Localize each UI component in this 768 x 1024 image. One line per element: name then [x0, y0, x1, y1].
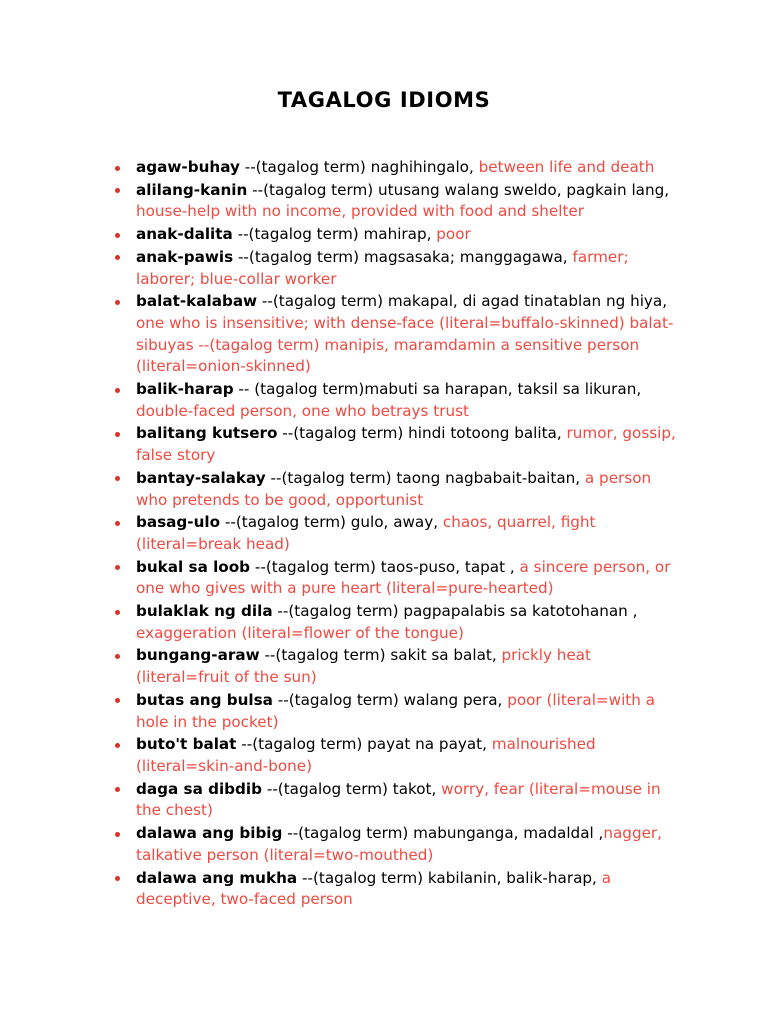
idiom-english-translation: farmer; laborer; blue-collar worker: [136, 247, 629, 288]
idiom-term: dalawa ang mukha: [136, 868, 298, 887]
bullet-icon: [115, 476, 120, 481]
list-item: [0, 224, 768, 246]
idiom-tagalog-gloss: --(tagalog term) sakit sa balat,: [259, 646, 502, 665]
idiom-tagalog-gloss: --(tagalog term) taos-puso, tapat ,: [250, 557, 520, 576]
list-item: [0, 379, 768, 422]
list-item: [0, 423, 768, 466]
list-item: [0, 734, 768, 777]
idiom-tagalog-gloss: --(tagalog term) walang pera,: [272, 690, 508, 709]
bullet-icon: [115, 432, 120, 437]
list-item: [0, 823, 768, 866]
idiom-list: [0, 112, 768, 911]
bullet-icon: [115, 610, 120, 615]
list-item: [0, 291, 768, 378]
idiom-tagalog-gloss: --(tagalog term) utusang walang sweldo, pagkain lang,: [247, 180, 670, 199]
idiom-english-translation: one who is insensitive; with dense-face (literal=buffalo-skinned) balat-sibuyas --(tagalog term) manipis, maramdamin a sensitive person (literal=onion-skinned): [136, 313, 674, 376]
idiom-tagalog-gloss: --(tagalog term) makapal, di agad tinatablan ng hiya,: [257, 292, 668, 311]
list-item: [0, 557, 768, 600]
bullet-icon: [115, 255, 120, 260]
bullet-icon: [115, 188, 120, 193]
idiom-tagalog-gloss: --(tagalog term) pagpapalabis sa katotohanan ,: [272, 602, 638, 621]
bullet-icon: [115, 521, 120, 526]
idiom-tagalog-gloss: --(tagalog term) taong nagbabait-baitan,: [265, 468, 585, 487]
idiom-term: balat-kalabaw: [136, 292, 258, 311]
idiom-english-translation: nagger, talkative person (literal=two-mouthed): [136, 824, 663, 864]
idiom-tagalog-gloss: -- (tagalog term)mabuti sa harapan, taksil sa likuran,: [233, 380, 642, 399]
idiom-tagalog-gloss: --(tagalog term) payat na payat,: [236, 735, 492, 754]
idiom-tagalog-gloss: --(tagalog term) gulo, away,: [220, 513, 443, 532]
bullet-icon: [115, 743, 120, 748]
bullet-icon: [115, 787, 120, 792]
idiom-english-translation: house-help with no income, provided with food and shelter: [136, 202, 585, 221]
bullet-icon: [115, 876, 120, 881]
bullet-icon: [115, 388, 120, 393]
bullet-icon: [115, 166, 120, 171]
idiom-english-translation: prickly heat (literal=fruit of the sun): [136, 646, 592, 687]
idiom-term: balik-harap: [136, 380, 234, 399]
idiom-term: bulaklak ng dila: [136, 602, 273, 621]
page-title: TAGALOG IDIOMS: [277, 88, 491, 112]
bullet-icon: [115, 654, 120, 659]
list-item: [0, 779, 768, 822]
idiom-tagalog-gloss: --(tagalog term) magsasaka; manggagawa,: [233, 247, 573, 266]
bullet-icon: [115, 565, 120, 570]
idiom-english-translation: exaggeration (literal=flower of the tongue): [136, 623, 464, 642]
idiom-english-translation: rumor, gossip, false story: [136, 424, 676, 465]
idiom-term: anak-dalita: [136, 225, 233, 244]
list-item: [0, 468, 768, 511]
idiom-tagalog-gloss: --(tagalog term) takot,: [262, 779, 442, 798]
idiom-term: alilang-kanin: [136, 180, 248, 199]
idiom-term: balitang kutsero: [136, 424, 278, 443]
bullet-icon: [115, 233, 120, 238]
bullet-icon: [115, 698, 120, 703]
idiom-term: butas ang bulsa: [136, 690, 273, 709]
idiom-term: bantay-salakay: [136, 468, 266, 487]
list-item: [0, 247, 768, 290]
bullet-icon: [115, 832, 120, 837]
bullet-icon: [115, 300, 120, 305]
idiom-term: agaw-buhay: [136, 158, 240, 176]
idiom-term: anak-pawis: [136, 247, 234, 266]
list-item: [0, 645, 768, 688]
idiom-term: dalawa ang bibig: [136, 824, 283, 843]
idiom-term: daga sa dibdib: [136, 779, 263, 798]
idiom-tagalog-gloss: --(tagalog term) mabunganga, madaldal ,: [282, 824, 604, 843]
idiom-tagalog-gloss: --(tagalog term) naghihingalo,: [239, 158, 479, 176]
idiom-english-translation: worry, fear (literal=mouse in the chest): [136, 779, 661, 820]
idiom-tagalog-gloss: --(tagalog term) kabilanin, balik-harap,: [297, 868, 602, 887]
list-item: [0, 180, 768, 223]
list-item: [0, 157, 768, 179]
idiom-term: buto't balat: [136, 735, 237, 754]
idiom-english-translation: chaos, quarrel, fight (literal=break head): [136, 513, 596, 553]
idiom-term: bukal sa loob: [136, 557, 251, 576]
idiom-term: bungang-araw: [136, 646, 260, 665]
idiom-english-translation: a deceptive, two-faced person: [136, 868, 611, 909]
idiom-term: basag-ulo: [136, 513, 221, 532]
idiom-english-translation: poor (literal=with a hole in the pocket): [136, 690, 655, 731]
list-item: [0, 868, 768, 911]
idiom-english-translation: between life and death: [478, 158, 655, 176]
idiom-english-translation: malnourished (literal=skin-and-bone): [136, 735, 596, 775]
idiom-tagalog-gloss: --(tagalog term) mahirap,: [232, 225, 437, 244]
idiom-english-translation: double-faced person, one who betrays trust: [136, 401, 469, 420]
list-item: [0, 512, 768, 555]
idiom-english-translation: a sincere person, or one who gives with a pure heart (literal=pure-hearted): [136, 557, 671, 598]
idiom-english-translation: a person who pretends to be good, opportunist: [136, 468, 652, 509]
list-item: [0, 690, 768, 733]
idiom-english-translation: poor: [436, 225, 471, 244]
idiom-tagalog-gloss: --(tagalog term) hindi totoong balita,: [277, 424, 567, 443]
list-item: [0, 601, 768, 644]
